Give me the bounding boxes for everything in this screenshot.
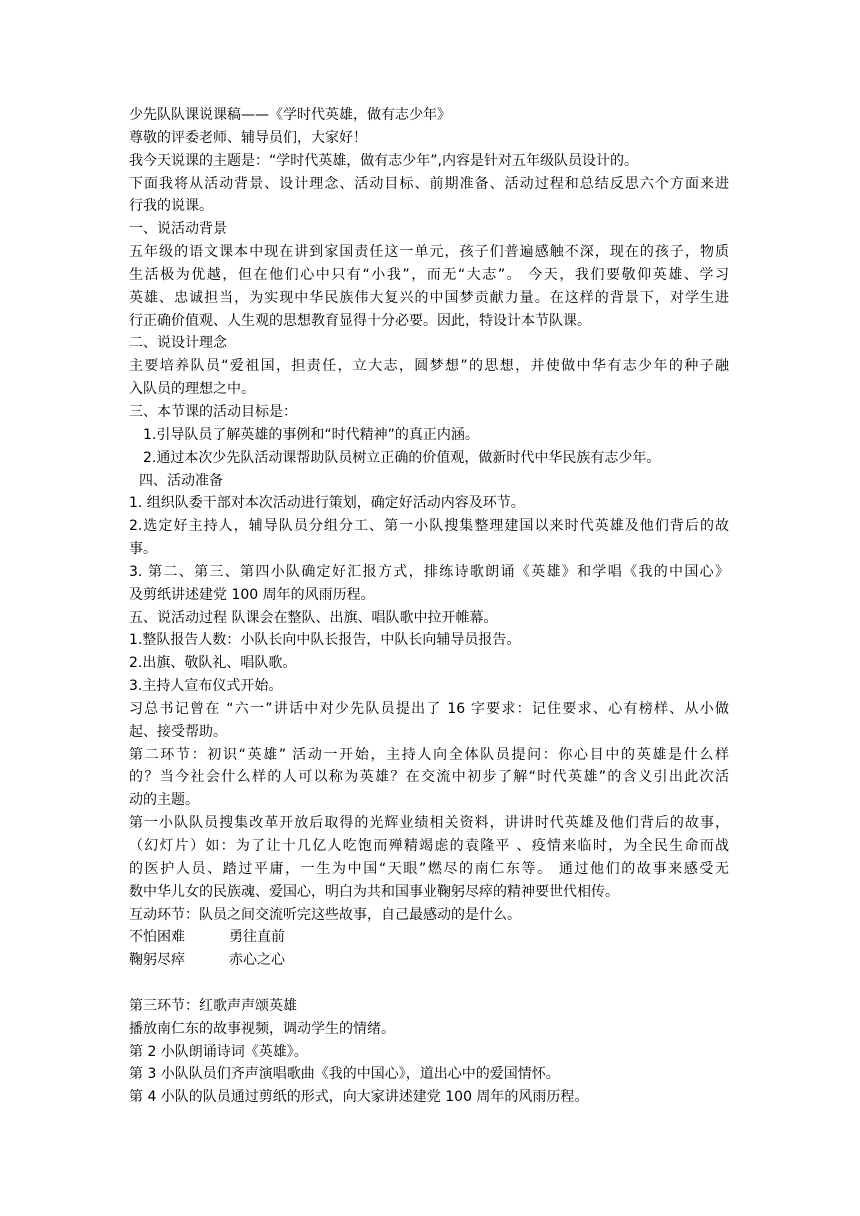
team1-paragraph: 第一小队队员搜集改革开放后取得的光辉业绩相关资料，讲讲时代英雄及他们背后的故事， [129,815,729,832]
section-heading-goals: 三、本节课的活动目标是： [129,403,297,420]
design-paragraph: 入队员的理想之中。 [129,381,255,398]
prep-item: 及剪纸讲述建党 100 周年的风雨历程。 [129,586,375,603]
speech-paragraph: 习总书记曾在 “六一”讲话中对少先队员提出了 16 字要求：记住要求、心有榜样、从小做 [129,700,729,717]
intro-paragraph: 我今天说课的主题是：“学时代英雄，做有志少年”,内容是针对五年级队员设计的。 [129,152,638,169]
prep-item: 事。 [129,541,157,558]
process-item: 3.主持人宣布仪式开始。 [129,678,283,695]
word-pair-right: 勇往直前 [229,929,285,946]
background-paragraph: 五年级的语文课本中现在讲到家国责任这一单元，孩子们普遍感触不深，现在的孩子，物质 [129,244,729,261]
goal-item: 1.引导队员了解英雄的事例和“时代精神”的真正内涵。 [143,426,479,443]
background-paragraph: 生活极为优越，但在他们心中只有“小我”，而无“大志”。 今天，我们要敬仰英雄、学习 [129,266,729,283]
step2-paragraph: 的？当今社会什么样的人可以称为英雄？在交流中初步了解“时代英雄”的含义引出此次活 [129,769,729,786]
word-pair-row [129,926,729,949]
step3-heading: 第三环节：红歌声声颂英雄 [129,997,297,1014]
interaction-paragraph: 互动环节：队员之间交流听完这些故事，自己最感动的是什么。 [129,906,521,923]
step2-paragraph: 第二环节：初识“英雄” 活动一开始，主持人向全体队员提问：你心目中的英雄是什么样 [129,746,729,763]
step3-item: 第 4 小队的队员通过剪纸的形式，向大家讲述建党 100 周年的风雨历程。 [129,1089,589,1106]
team1-paragraph: 数中华儿女的民族魂、爱国心，明白为共和国事业鞠躬尽瘁的精神要世代相传。 [129,883,619,900]
blank-line [129,972,729,995]
design-paragraph: 主要培养队员“爱祖国，担责任，立大志，圆梦想”的思想，并使做中华有志少年的种子融 [129,358,729,375]
prep-item: 3. 第二、第三、第四小队确定好汇报方式，排练诗歌朗诵《英雄》和学唱《我的中国心》 [129,563,729,580]
word-pair-left: 鞠躬尽瘁 [129,952,185,969]
team1-paragraph: （幻灯片）如：为了让十几亿人吃饱而殚精竭虑的袁隆平 、疫情来临时，为全民生命而战 [129,838,729,854]
prep-item: 2.选定好主持人，辅导队员分组分工、第一小队搜集整理建国以来时代英雄及他们背后的故 [129,518,729,535]
prep-item: 1. 组织队委干部对本次活动进行策划，确定好活动内容及环节。 [129,495,525,512]
document-title: 少先队队课说课稿——《学时代英雄，做有志少年》 [129,107,451,123]
background-paragraph: 行正确价值观、人生观的思想教育显得十分必要。因此，特设计本节队课。 [129,312,591,329]
word-pair-right: 赤心之心 [229,952,285,969]
step3-item: 第 3 小队队员们齐声演唱歌曲《我的中国心》，道出心中的爱国情怀。 [129,1066,560,1083]
overview-paragraph: 行我的说课。 [129,198,213,215]
background-paragraph: 英雄、忠诚担当，为实现中华民族伟大复兴的中国梦贡献力量。在这样的背景下，对学生进 [129,289,729,306]
section-heading-design: 二、说设计理念 [129,335,227,352]
process-item: 1.整队报告人数：小队长向中队长报告，中队长向辅导员报告。 [129,632,521,649]
section-heading-background: 一、说活动背景 [129,221,227,238]
goal-item: 2.通过本次少先队活动课帮助队员树立正确的价值观，做新时代中华民族有志少年。 [143,449,661,466]
section-heading-preparation: 四、活动准备 [139,472,223,489]
step2-paragraph: 动的主题。 [129,792,199,809]
section-heading-process: 五、说活动过程 队课会在整队、出旗、唱队歌中拉开帷幕。 [129,609,498,626]
overview-paragraph: 下面我将从活动背景、设计理念、活动目标、前期准备、活动过程和总结反思六个方面来进 [129,175,729,192]
step3-item: 第 2 小队朗诵诗词《英雄》。 [129,1043,308,1060]
document-page [129,104,729,1109]
process-item: 2.出旗、敬队礼、唱队歌。 [129,655,297,672]
word-pair-row [129,949,729,972]
team1-paragraph: 的医护人员、踏过平庸，一生为中国“天眼”燃尽的南仁东等。 通过他们的故事来感受无 [129,860,729,877]
speech-paragraph: 起、接受帮助。 [129,723,227,740]
step3-item: 播放南仁东的故事视频，调动学生的情绪。 [129,1020,395,1037]
word-pair-left: 不怕困难 [129,929,185,946]
greeting: 尊敬的评委老师、辅导员们，大家好！ [129,129,367,146]
